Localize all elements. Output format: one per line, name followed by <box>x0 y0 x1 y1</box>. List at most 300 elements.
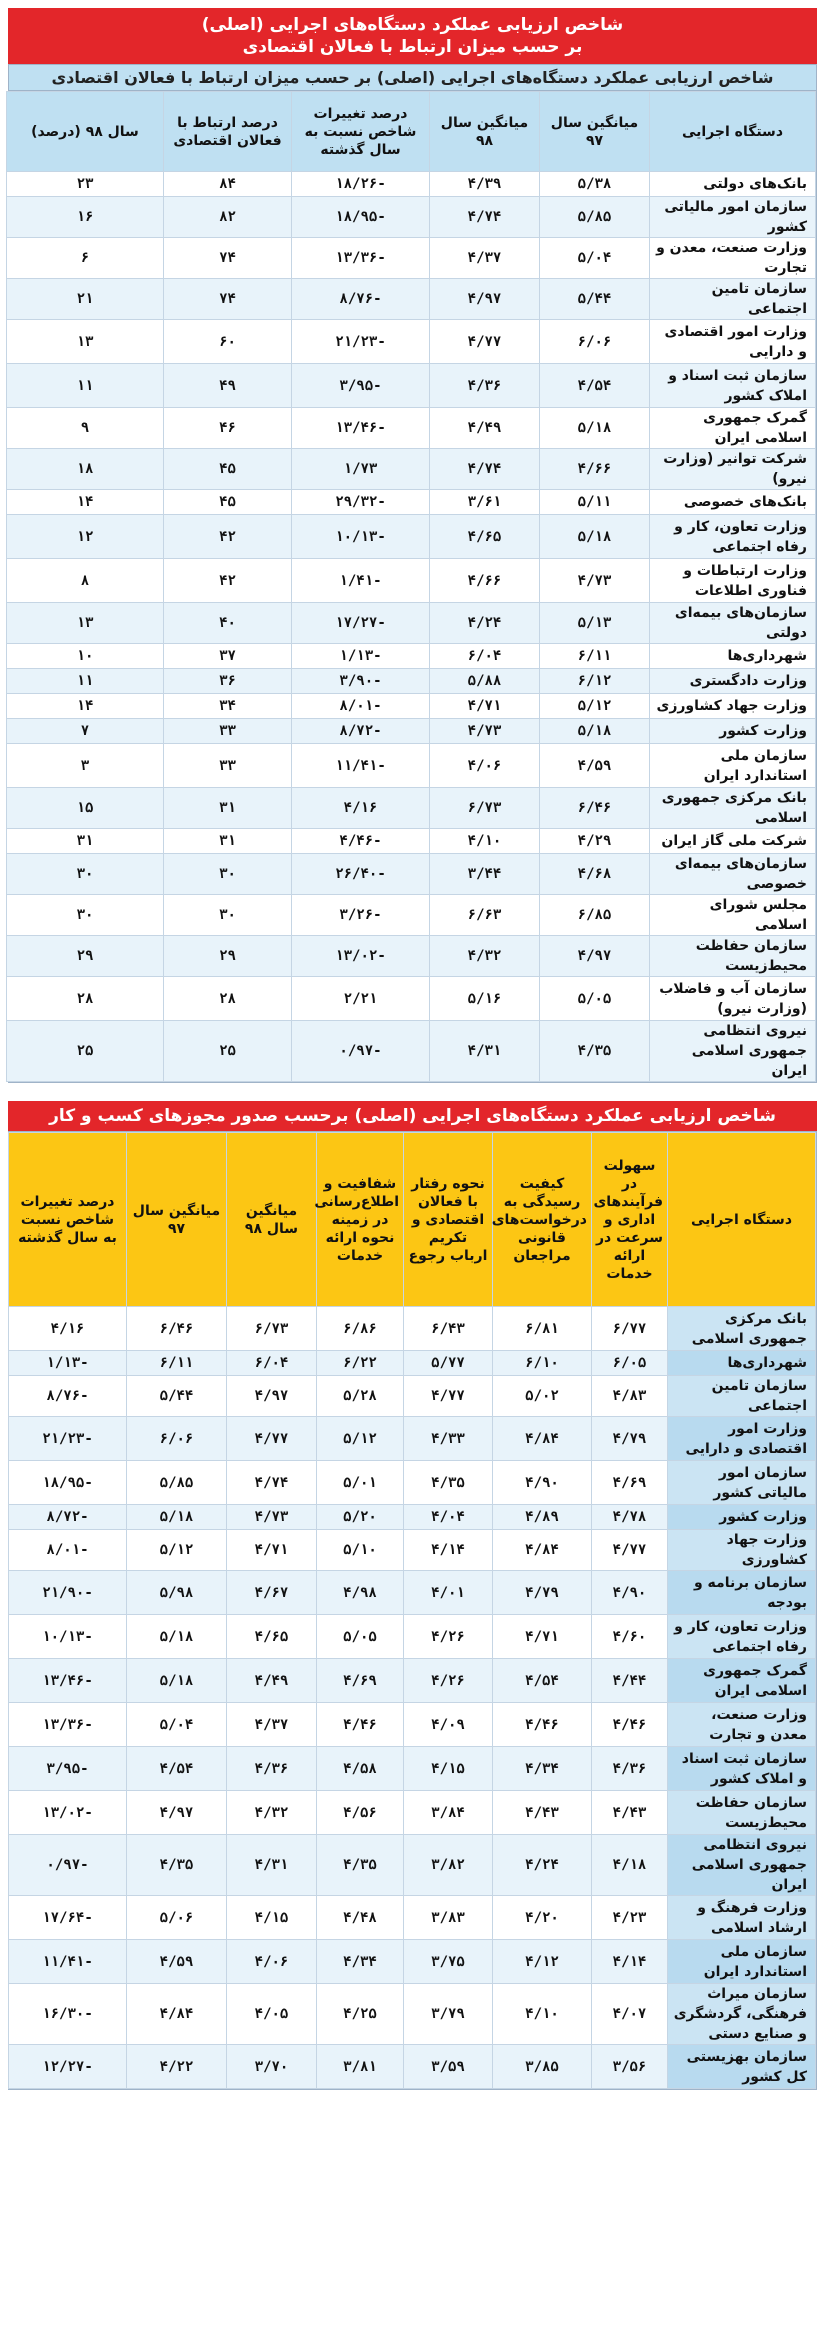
agency-name-cell: وزارت جهاد کشاورزی <box>650 694 816 719</box>
value-cell: ۴۰ <box>164 603 292 644</box>
value-cell: ۳/۷۹ <box>404 1984 493 2045</box>
value-cell: -۸/۷۲ <box>292 719 430 744</box>
value-cell: ۵/۸۵ <box>127 1461 227 1505</box>
value-cell: ۴/۳۵ <box>404 1461 493 1505</box>
value-cell: -۳/۲۶ <box>292 895 430 936</box>
value-cell: ۴/۵۹ <box>127 1940 227 1984</box>
table-row <box>9 1659 816 1703</box>
value-cell: ۴/۳۶ <box>430 364 540 408</box>
agency-name-cell: شهرداری‌ها <box>668 1351 816 1376</box>
table-row <box>9 1896 816 1940</box>
value-cell: ۴/۳۲ <box>227 1791 317 1835</box>
table-row <box>7 936 816 977</box>
value-cell: ۴/۳۷ <box>227 1703 317 1747</box>
value-cell: ۷ <box>7 719 164 744</box>
table-row <box>9 1984 816 2045</box>
agency-name-cell: شهرداری‌ها <box>650 644 816 669</box>
value-cell: ۷۴ <box>164 279 292 320</box>
value-cell: ۴/۲۵ <box>317 1984 404 2045</box>
table2-header-cell: سهولت در فرآیندهای اداری و سرعت در ارائه خدمات <box>592 1133 668 1307</box>
value-cell: ۲۸ <box>164 977 292 1021</box>
agency-name-cell: وزارت صنعت، معدن و تجارت <box>668 1703 816 1747</box>
value-cell: ۳/۸۳ <box>404 1896 493 1940</box>
value-cell: ۳/۸۴ <box>404 1791 493 1835</box>
value-cell: ۴/۰۷ <box>592 1984 668 2045</box>
value-cell: ۲۱ <box>7 279 164 320</box>
value-cell: ۴/۷۹ <box>592 1417 668 1461</box>
value-cell: ۸ <box>7 559 164 603</box>
agency-name-cell: سازمان ملی استاندارد ایران <box>668 1940 816 1984</box>
table-row <box>7 694 816 719</box>
agency-name-cell: گمرک جمهوری اسلامی ایران <box>650 408 816 449</box>
value-cell: ۱/۷۳ <box>292 449 430 490</box>
table-row <box>9 1307 816 1351</box>
value-cell: -۱۲/۲۷ <box>9 2045 127 2089</box>
value-cell: -۱/۱۳ <box>9 1351 127 1376</box>
value-cell: ۱۶ <box>7 197 164 238</box>
value-cell: ۴/۶۰ <box>592 1615 668 1659</box>
value-cell: ۱۱ <box>7 364 164 408</box>
table-row <box>7 603 816 644</box>
value-cell: ۴/۷۴ <box>430 197 540 238</box>
table1 <box>6 91 816 1082</box>
table-row <box>9 1791 816 1835</box>
value-cell: ۵/۱۲ <box>317 1417 404 1461</box>
value-cell: ۴/۵۸ <box>317 1747 404 1791</box>
value-cell: ۵/۱۸ <box>127 1659 227 1703</box>
value-cell: ۴/۱۵ <box>227 1896 317 1940</box>
table-row <box>7 1021 816 1082</box>
value-cell: ۴/۵۶ <box>317 1791 404 1835</box>
value-cell: ۵/۸۵ <box>540 197 650 238</box>
value-cell: ۴/۳۶ <box>227 1747 317 1791</box>
value-cell: ۴/۷۷ <box>227 1417 317 1461</box>
value-cell: ۵/۸۸ <box>430 669 540 694</box>
agency-name-cell: وزارت کشور <box>668 1505 816 1530</box>
value-cell: ۳/۸۱ <box>317 2045 404 2089</box>
value-cell: ۴/۹۸ <box>317 1571 404 1615</box>
value-cell: -۱۷/۶۴ <box>9 1896 127 1940</box>
value-cell: ۶/۱۲ <box>540 669 650 694</box>
agency-name-cell: سازمان امور مالیاتی کشور <box>668 1461 816 1505</box>
agency-name-cell: سازمان بهزیستی کل کشور <box>668 2045 816 2089</box>
value-cell: ۴/۴۳ <box>493 1791 592 1835</box>
value-cell: ۵/۰۵ <box>317 1615 404 1659</box>
value-cell: ۶/۱۱ <box>540 644 650 669</box>
value-cell: ۴/۳۴ <box>317 1940 404 1984</box>
table2-header-cell: میانگین سال ۹۷ <box>127 1133 227 1307</box>
value-cell: -۰/۹۷ <box>292 1021 430 1082</box>
value-cell: ۳۳ <box>164 744 292 788</box>
agency-name-cell: وزارت امور اقتصادی و دارایی <box>668 1417 816 1461</box>
value-cell: -۴/۴۶ <box>292 829 430 854</box>
value-cell: ۳/۷۵ <box>404 1940 493 1984</box>
table2-header-cell: کیفیت رسیدگی به درخواست‌های قانونی مراجعان <box>493 1133 592 1307</box>
agency-name-cell: سازمان حفاظت محیط‌زیست <box>650 936 816 977</box>
value-cell: ۴/۱۰ <box>430 829 540 854</box>
agency-name-cell: شرکت توانیر (وزارت نیرو) <box>650 449 816 490</box>
value-cell: ۹ <box>7 408 164 449</box>
agency-name-cell: بانک مرکزی جمهوری اسلامی <box>668 1307 816 1351</box>
value-cell: ۴/۴۶ <box>592 1703 668 1747</box>
value-cell: -۱۶/۳۰ <box>9 1984 127 2045</box>
value-cell: ۴/۱۶ <box>9 1307 127 1351</box>
value-cell: ۴۵ <box>164 449 292 490</box>
value-cell: ۴/۹۷ <box>227 1376 317 1417</box>
agency-name-cell: سازمان تامین اجتماعی <box>650 279 816 320</box>
value-cell: ۴/۰۱ <box>404 1571 493 1615</box>
value-cell: ۴/۳۲ <box>430 936 540 977</box>
value-cell: ۶/۸۱ <box>493 1307 592 1351</box>
value-cell: ۴/۳۷ <box>430 238 540 279</box>
agency-name-cell: سازمان‌های بیمه‌ای دولتی <box>650 603 816 644</box>
agency-name-cell: گمرک جمهوری اسلامی ایران <box>668 1659 816 1703</box>
value-cell: ۶/۰۶ <box>127 1417 227 1461</box>
value-cell: ۵/۱۰ <box>317 1530 404 1571</box>
value-cell: ۶/۷۳ <box>227 1307 317 1351</box>
value-cell: ۴/۶۹ <box>317 1659 404 1703</box>
value-cell: ۴/۴۸ <box>317 1896 404 1940</box>
table-row <box>7 490 816 515</box>
table-row <box>9 1940 816 1984</box>
value-cell: ۵/۰۴ <box>540 238 650 279</box>
top-banner <box>8 8 817 64</box>
table-row <box>7 515 816 559</box>
table-row <box>9 1505 816 1530</box>
table1-header-row <box>7 92 816 172</box>
value-cell: -۲۶/۴۰ <box>292 854 430 895</box>
value-cell: ۳ <box>7 744 164 788</box>
value-cell: ۴/۳۵ <box>127 1835 227 1896</box>
value-cell: ۳۷ <box>164 644 292 669</box>
value-cell: ۳/۸۲ <box>404 1835 493 1896</box>
table-row <box>9 1615 816 1659</box>
value-cell: ۱۰ <box>7 644 164 669</box>
value-cell: -۱۱/۴۱ <box>9 1940 127 1984</box>
table-row <box>7 854 816 895</box>
value-cell: -۱۳/۰۲ <box>9 1791 127 1835</box>
value-cell: ۴/۲۲ <box>127 2045 227 2089</box>
value-cell: ۳/۶۱ <box>430 490 540 515</box>
value-cell: -۸/۰۱ <box>9 1530 127 1571</box>
value-cell: -۱۳/۴۶ <box>292 408 430 449</box>
value-cell: ۴/۲۶ <box>404 1615 493 1659</box>
table-row <box>9 1747 816 1791</box>
value-cell: ۵/۱۳ <box>540 603 650 644</box>
table-row <box>7 449 816 490</box>
value-cell: ۵/۱۸ <box>540 515 650 559</box>
value-cell: ۱۵ <box>7 788 164 829</box>
value-cell: ۴/۷۷ <box>592 1530 668 1571</box>
table-row <box>7 238 816 279</box>
value-cell: ۶ <box>7 238 164 279</box>
value-cell: ۶/۴۶ <box>540 788 650 829</box>
value-cell: -۱۳/۰۲ <box>292 936 430 977</box>
agency-name-cell: سازمان ثبت اسناد و املاک کشور <box>668 1747 816 1791</box>
value-cell: ۴/۱۰ <box>493 1984 592 2045</box>
value-cell: ۲۳ <box>7 172 164 197</box>
agency-name-cell: وزارت ارتباطات و فناوری اطلاعات <box>650 559 816 603</box>
value-cell: ۳۴ <box>164 694 292 719</box>
value-cell: ۴/۴۳ <box>592 1791 668 1835</box>
value-cell: ۳۰ <box>164 895 292 936</box>
agency-name-cell: بانک‌های خصوصی <box>650 490 816 515</box>
value-cell: ۴/۲۴ <box>493 1835 592 1896</box>
table-row <box>9 1376 816 1417</box>
value-cell: ۶/۴۳ <box>404 1307 493 1351</box>
value-cell: -۳/۹۵ <box>9 1747 127 1791</box>
value-cell: ۴/۷۱ <box>227 1530 317 1571</box>
value-cell: ۴/۲۴ <box>430 603 540 644</box>
value-cell: ۳۱ <box>164 829 292 854</box>
value-cell: ۴/۵۴ <box>493 1659 592 1703</box>
value-cell: ۴/۹۷ <box>430 279 540 320</box>
value-cell: ۵/۲۸ <box>317 1376 404 1417</box>
value-cell: ۴/۶۷ <box>227 1571 317 1615</box>
table-row <box>9 2045 816 2089</box>
value-cell: -۲۱/۲۳ <box>9 1417 127 1461</box>
value-cell: ۴/۵۴ <box>127 1747 227 1791</box>
value-cell: -۸/۷۲ <box>9 1505 127 1530</box>
value-cell: ۳۶ <box>164 669 292 694</box>
top-banner-subtitle: بر حسب میزان ارتباط با فعالان اقتصادی <box>242 37 583 57</box>
table-row <box>9 1351 816 1376</box>
agency-name-cell: سازمان‌های بیمه‌ای خصوصی <box>650 854 816 895</box>
value-cell: -۸/۷۶ <box>9 1376 127 1417</box>
value-cell: ۴/۴۶ <box>317 1703 404 1747</box>
table-row <box>9 1835 816 1896</box>
value-cell: -۱۸/۲۶ <box>292 172 430 197</box>
value-cell: ۵/۱۸ <box>540 719 650 744</box>
value-cell: ۵/۹۸ <box>127 1571 227 1615</box>
value-cell: ۳/۷۰ <box>227 2045 317 2089</box>
value-cell: ۶/۱۰ <box>493 1351 592 1376</box>
value-cell: ۴/۹۰ <box>592 1571 668 1615</box>
agency-name-cell: سازمان امور مالیاتی کشور <box>650 197 816 238</box>
value-cell: ۴/۲۶ <box>404 1659 493 1703</box>
agency-name-cell: وزارت فرهنگ و ارشاد اسلامی <box>668 1896 816 1940</box>
value-cell: ۵/۲۰ <box>317 1505 404 1530</box>
value-cell: ۳۱ <box>7 829 164 854</box>
value-cell: ۵/۰۲ <box>493 1376 592 1417</box>
value-cell: ۴/۰۶ <box>430 744 540 788</box>
table-row <box>9 1417 816 1461</box>
value-cell: -۱۸/۹۵ <box>9 1461 127 1505</box>
agency-name-cell: وزارت تعاون، کار و رفاه اجتماعی <box>650 515 816 559</box>
value-cell: ۴/۰۹ <box>404 1703 493 1747</box>
value-cell: ۶۰ <box>164 320 292 364</box>
value-cell: ۴/۲۹ <box>540 829 650 854</box>
value-cell: ۴/۶۵ <box>430 515 540 559</box>
value-cell: ۴/۵۹ <box>540 744 650 788</box>
value-cell: ۴/۹۷ <box>540 936 650 977</box>
value-cell: ۴/۰۴ <box>404 1505 493 1530</box>
section2-banner: شاخص ارزیابی عملکرد دستگاه‌های اجرایی (اصلی) برحسب صدور مجوزهای کسب و کار <box>8 1101 817 1131</box>
value-cell: ۲۹ <box>164 936 292 977</box>
value-cell: ۴/۳۶ <box>592 1747 668 1791</box>
value-cell: ۴/۳۹ <box>430 172 540 197</box>
value-cell: ۳/۵۹ <box>404 2045 493 2089</box>
value-cell: ۴/۷۱ <box>493 1615 592 1659</box>
value-cell: ۴/۴۶ <box>493 1703 592 1747</box>
value-cell: ۴/۶۹ <box>592 1461 668 1505</box>
value-cell: ۴/۶۶ <box>430 559 540 603</box>
value-cell: ۶/۱۱ <box>127 1351 227 1376</box>
value-cell: ۵/۴۴ <box>540 279 650 320</box>
value-cell: -۱۳/۴۶ <box>9 1659 127 1703</box>
value-cell: ۴۶ <box>164 408 292 449</box>
value-cell: ۵/۴۴ <box>127 1376 227 1417</box>
table2-header-cell: درصد تغییرات شاخص نسبت به سال گذشته <box>9 1133 127 1307</box>
value-cell: ۵/۷۷ <box>404 1351 493 1376</box>
table-row <box>7 279 816 320</box>
value-cell: ۵/۱۱ <box>540 490 650 515</box>
table1-header-cell: سال ۹۸ (درصد) <box>7 92 164 172</box>
table2-body <box>9 1307 816 2089</box>
value-cell: ۴/۸۳ <box>592 1376 668 1417</box>
value-cell: ۱۱ <box>7 669 164 694</box>
agency-name-cell: سازمان میراث فرهنگی، گردشگری و صنایع دستی <box>668 1984 816 2045</box>
value-cell: ۴/۶۵ <box>227 1615 317 1659</box>
table2 <box>8 1132 816 2089</box>
table1-header-cell: دستگاه اجرایی <box>650 92 816 172</box>
table1-container <box>8 64 817 1083</box>
agency-name-cell: سازمان برنامه و بودجه <box>668 1571 816 1615</box>
value-cell: ۳۰ <box>7 895 164 936</box>
value-cell: ۴/۷۴ <box>430 449 540 490</box>
value-cell: ۶/۰۴ <box>227 1351 317 1376</box>
value-cell: ۴/۷۳ <box>430 719 540 744</box>
value-cell: ۳۰ <box>7 854 164 895</box>
value-cell: ۶/۰۴ <box>430 644 540 669</box>
agency-name-cell: سازمان تامین اجتماعی <box>668 1376 816 1417</box>
agency-name-cell: بانک مرکزی جمهوری اسلامی <box>650 788 816 829</box>
agency-name-cell: سازمان آب و فاضلاب (وزارت نیرو) <box>650 977 816 1021</box>
value-cell: -۳/۹۰ <box>292 669 430 694</box>
value-cell: ۵/۱۲ <box>540 694 650 719</box>
value-cell: ۴/۷۸ <box>592 1505 668 1530</box>
value-cell: -۱۳/۳۶ <box>292 238 430 279</box>
agency-name-cell: شرکت ملی گاز ایران <box>650 829 816 854</box>
value-cell: ۲۹ <box>7 936 164 977</box>
value-cell: ۵/۰۶ <box>127 1896 227 1940</box>
value-cell: ۴/۴۹ <box>227 1659 317 1703</box>
value-cell: ۱۸ <box>7 449 164 490</box>
table-row <box>7 977 816 1021</box>
value-cell: ۳۱ <box>164 788 292 829</box>
value-cell: -۲۱/۹۰ <box>9 1571 127 1615</box>
value-cell: ۱۲ <box>7 515 164 559</box>
value-cell: ۴/۸۴ <box>127 1984 227 2045</box>
value-cell: -۲۹/۳۲ <box>292 490 430 515</box>
value-cell: ۵/۰۴ <box>127 1703 227 1747</box>
agency-name-cell: سازمان حفاظت محیط‌زیست <box>668 1791 816 1835</box>
agency-name-cell: نیروی انتظامی جمهوری اسلامی ایران <box>650 1021 816 1082</box>
value-cell: ۷۴ <box>164 238 292 279</box>
value-cell: ۵/۰۱ <box>317 1461 404 1505</box>
value-cell: ۴/۷۱ <box>430 694 540 719</box>
value-cell: ۵/۱۸ <box>127 1615 227 1659</box>
value-cell: ۵/۳۸ <box>540 172 650 197</box>
table-row <box>7 669 816 694</box>
value-cell: ۴/۱۸ <box>592 1835 668 1896</box>
value-cell: ۶/۰۵ <box>592 1351 668 1376</box>
value-cell: ۶/۸۶ <box>317 1307 404 1351</box>
value-cell: ۸۲ <box>164 197 292 238</box>
value-cell: ۵/۰۵ <box>540 977 650 1021</box>
table1-body <box>7 172 816 1082</box>
value-cell: -۸/۷۶ <box>292 279 430 320</box>
value-cell: ۴۵ <box>164 490 292 515</box>
agency-name-cell: نیروی انتظامی جمهوری اسلامی ایران <box>668 1835 816 1896</box>
value-cell: ۴/۳۱ <box>430 1021 540 1082</box>
value-cell: ۶/۰۶ <box>540 320 650 364</box>
table1-header-cell: درصد تغییرات شاخص نسبت به سال گذشته <box>292 92 430 172</box>
value-cell: ۴/۱۶ <box>292 788 430 829</box>
value-cell: ۴/۱۴ <box>592 1940 668 1984</box>
value-cell: ۵/۱۸ <box>540 408 650 449</box>
value-cell: ۴/۷۷ <box>404 1376 493 1417</box>
value-cell: ۴/۱۵ <box>404 1747 493 1791</box>
table-row <box>7 197 816 238</box>
value-cell: ۴/۵۴ <box>540 364 650 408</box>
value-cell: ۶/۸۵ <box>540 895 650 936</box>
value-cell: ۴/۴۴ <box>592 1659 668 1703</box>
value-cell: ۴/۳۵ <box>317 1835 404 1896</box>
value-cell: -۲۱/۲۳ <box>292 320 430 364</box>
value-cell: -۳/۹۵ <box>292 364 430 408</box>
value-cell: ۲۸ <box>7 977 164 1021</box>
value-cell: ۴/۸۴ <box>493 1417 592 1461</box>
table2-header-cell: دستگاه اجرایی <box>668 1133 816 1307</box>
table-row <box>7 644 816 669</box>
table-row <box>9 1461 816 1505</box>
value-cell: ۴/۰۵ <box>227 1984 317 2045</box>
value-cell: -۸/۰۱ <box>292 694 430 719</box>
value-cell: ۳/۸۵ <box>493 2045 592 2089</box>
table2-header-cell: میانگین سال ۹۸ <box>227 1133 317 1307</box>
value-cell: -۱/۴۱ <box>292 559 430 603</box>
table-row <box>7 744 816 788</box>
table2-container <box>8 1131 817 2090</box>
table-row <box>7 895 816 936</box>
agency-name-cell: بانک‌های دولتی <box>650 172 816 197</box>
value-cell: ۶/۴۶ <box>127 1307 227 1351</box>
value-cell: ۴/۱۴ <box>404 1530 493 1571</box>
value-cell: ۴/۹۰ <box>493 1461 592 1505</box>
value-cell: ۴/۳۵ <box>540 1021 650 1082</box>
value-cell: ۴/۷۴ <box>227 1461 317 1505</box>
value-cell: ۴/۳۳ <box>404 1417 493 1461</box>
value-cell: ۱۳ <box>7 320 164 364</box>
value-cell: ۴/۹۷ <box>127 1791 227 1835</box>
table2-header-cell: شفافیت و اطلاع‌رسانی در زمینه نحوه ارائه خدمات <box>317 1133 404 1307</box>
value-cell: ۱۳ <box>7 603 164 644</box>
value-cell: ۴/۷۳ <box>540 559 650 603</box>
value-cell: ۳۳ <box>164 719 292 744</box>
table1-header-cell: درصد ارتباط با فعالان اقتصادی <box>164 92 292 172</box>
value-cell: ۴/۲۰ <box>493 1896 592 1940</box>
value-cell: ۱۴ <box>7 490 164 515</box>
value-cell: -۱۸/۹۵ <box>292 197 430 238</box>
table1-header-cell: میانگین سال ۹۷ <box>540 92 650 172</box>
value-cell: -۱۱/۴۱ <box>292 744 430 788</box>
value-cell: ۵/۱۸ <box>127 1505 227 1530</box>
value-cell: ۶/۷۷ <box>592 1307 668 1351</box>
value-cell: -۱۰/۱۳ <box>292 515 430 559</box>
value-cell: ۳/۴۴ <box>430 854 540 895</box>
value-cell: ۴/۰۶ <box>227 1940 317 1984</box>
